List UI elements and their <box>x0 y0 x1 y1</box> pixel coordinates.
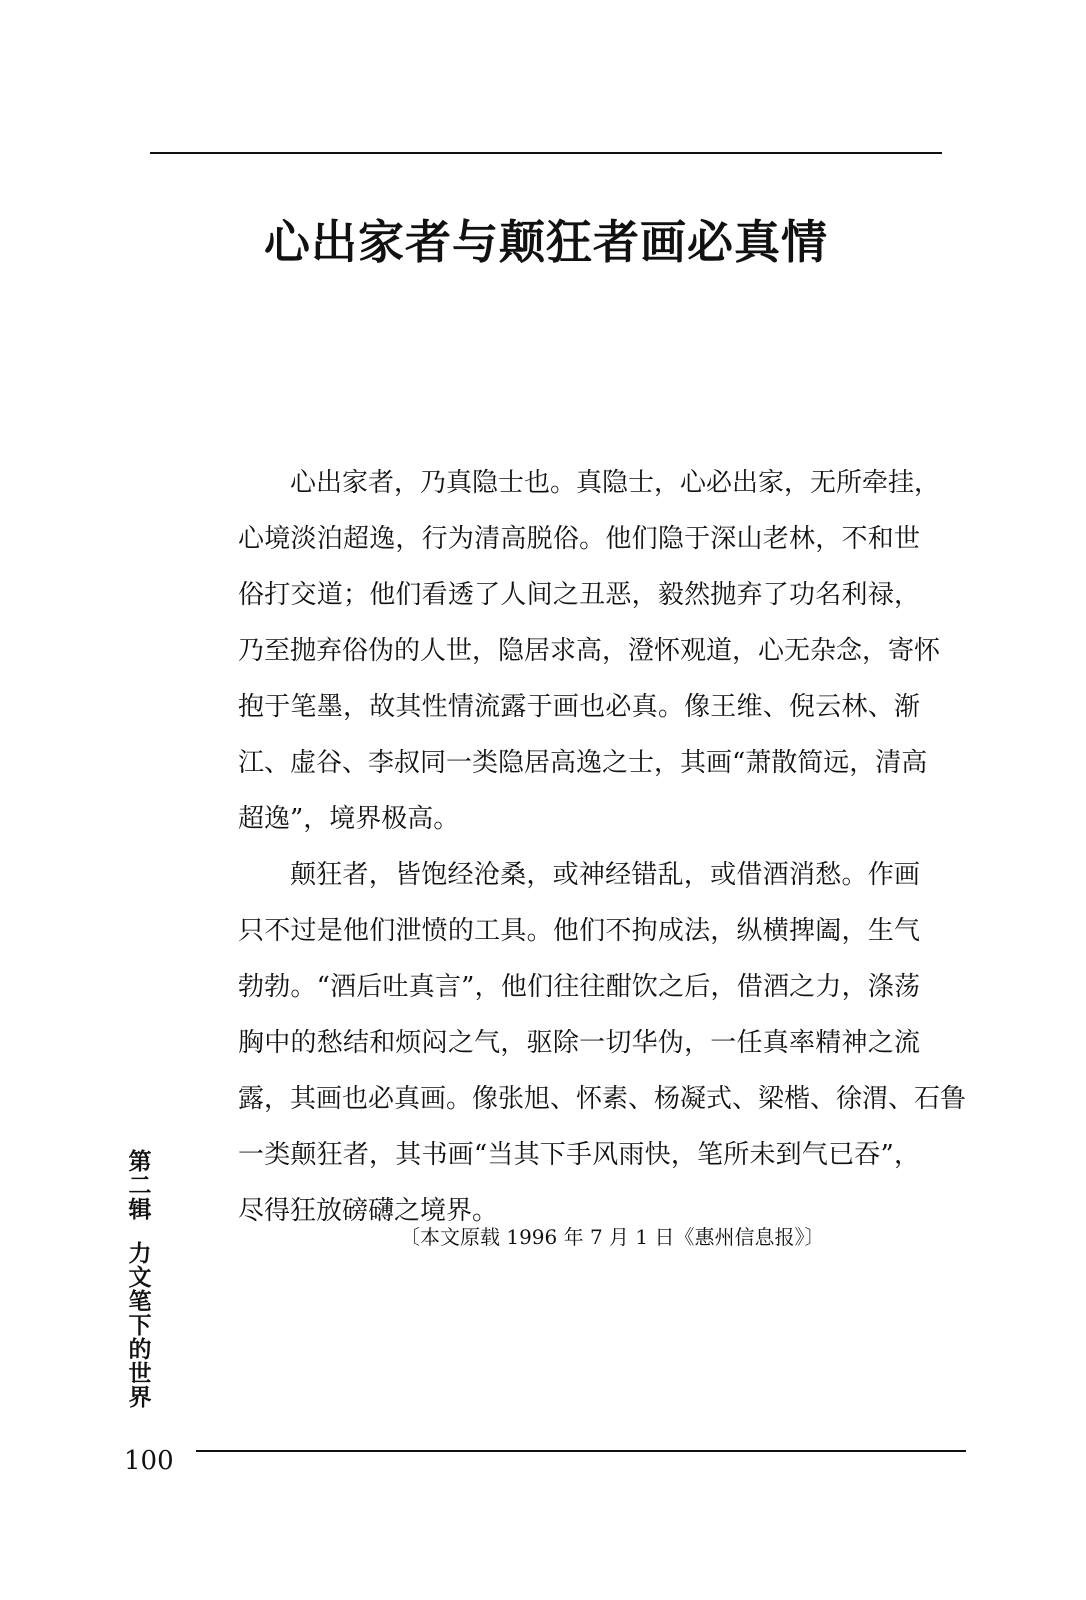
running-head-char: 下 <box>128 1313 152 1339</box>
text-line: 颠狂者，皆饱经沧桑，或神经错乱，或借酒消愁。作画 <box>290 860 920 890</box>
running-head-char: 力 <box>128 1241 152 1267</box>
text-line: 超逸”，境界极高。 <box>238 804 460 834</box>
article-title: 心出家者与颠狂者画必真情 <box>264 215 828 269</box>
paragraph-2 <box>186 847 967 1239</box>
running-head-char: 笔 <box>128 1289 152 1315</box>
text-line: 尽得狂放磅礴之境界。 <box>238 1196 499 1226</box>
running-head-char: 第 <box>128 1149 152 1175</box>
text-line: 只不过是他们泄愤的工具。他们不拘成法，纵横捭阖，生气 <box>238 916 920 946</box>
bottom-rule <box>196 1450 966 1452</box>
running-head-char: 世 <box>128 1361 152 1387</box>
article-body <box>186 455 967 1239</box>
page-number: 100 <box>124 1446 174 1476</box>
text-line: 露，其画也必真画。像张旭、怀素、杨凝式、梁楷、徐渭、石鲁 <box>238 1084 967 1114</box>
source-note: 〔本文原载 1996 年 7 月 1 日《惠州信息报》〕 <box>400 1225 825 1249</box>
running-head-char: 文 <box>128 1265 152 1291</box>
running-head-char: 的 <box>128 1337 152 1363</box>
text-line: 乃至抛弃俗伪的人世，隐居求高，澄怀观道，心无杂念，寄怀 <box>238 636 941 666</box>
text-line: 江、虚谷、李叔同一类隐居高逸之士，其画“萧散简远，清高 <box>238 748 928 778</box>
paragraph-1 <box>186 455 941 847</box>
running-head-part <box>122 1150 158 1222</box>
running-head <box>122 1150 158 1410</box>
text-line: 胸中的愁结和烦闷之气，驱除一切华伪，一任真率精神之流 <box>238 1028 920 1058</box>
running-head-char: 二 <box>128 1173 152 1199</box>
text-line: 一类颠狂者，其书画“当其下手风雨快，笔所未到气已吞”， <box>238 1140 920 1170</box>
text-line: 心境淡泊超逸，行为清高脱俗。他们隐于深山老林，不和世 <box>238 524 920 554</box>
text-line: 勃勃。“酒后吐真言”，他们往往酣饮之后，借酒之力，涤荡 <box>238 972 920 1002</box>
running-head-book <box>122 1242 158 1410</box>
text-line: 俗打交道；他们看透了人间之丑恶，毅然抛弃了功名利禄， <box>238 580 920 610</box>
running-head-char: 辑 <box>128 1197 152 1223</box>
running-head-char: 界 <box>128 1385 152 1411</box>
text-line: 抱于笔墨，故其性情流露于画也必真。像王维、倪云林、渐 <box>238 692 920 722</box>
text-line: 心出家者，乃真隐士也。真隐士，心必出家，无所牵挂， <box>290 468 941 498</box>
top-rule <box>150 152 942 154</box>
